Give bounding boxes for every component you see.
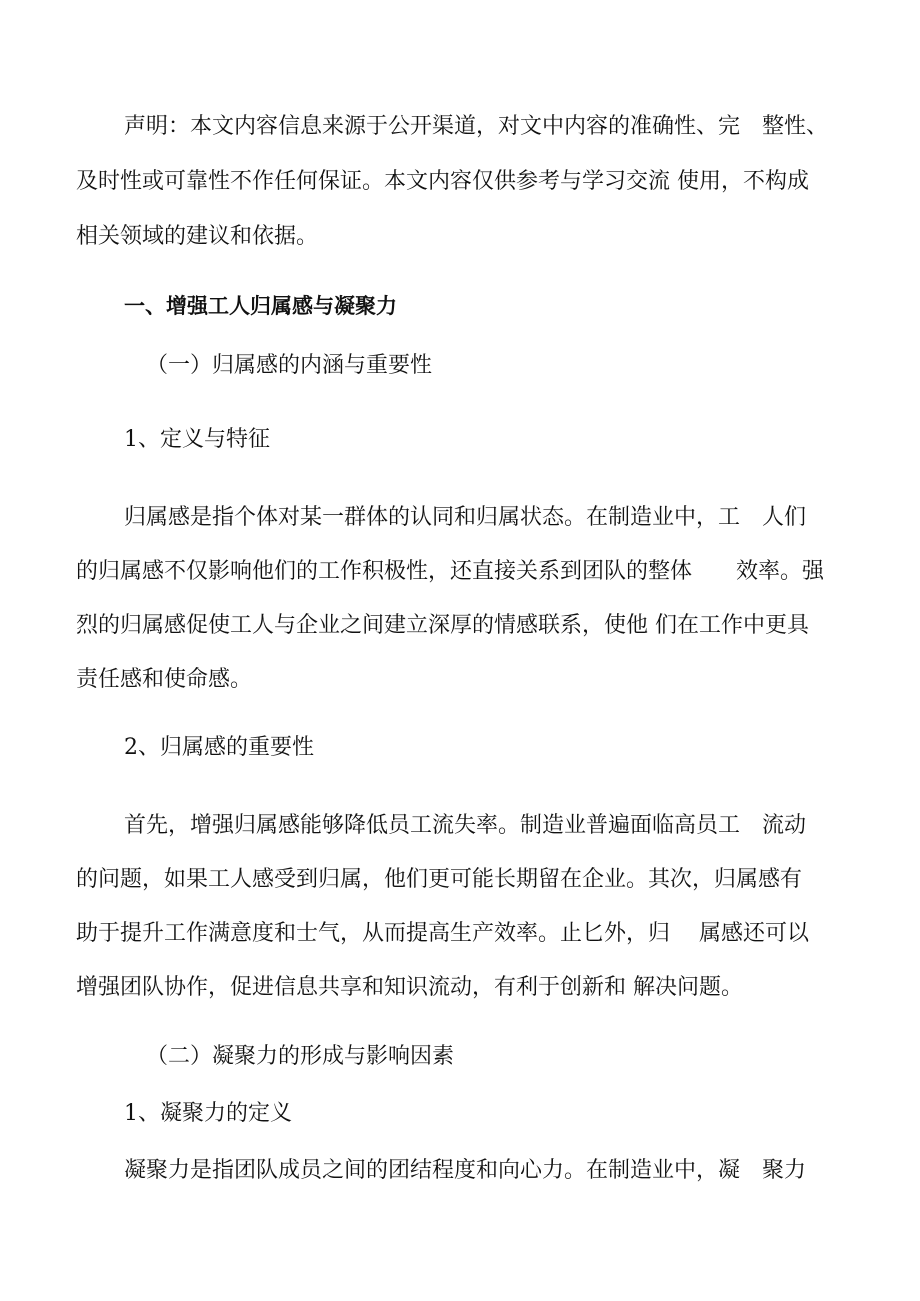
paragraph-1-line-2: 的归属感不仅影响他们的工作积极性，还直接关系到团队的整体 效率。强 xyxy=(76,559,825,584)
paragraph-2-line-4: 增强团队协作，促进信息共享和知识流动，有利于创新和 解决问题。 xyxy=(76,975,743,1000)
paragraph-2-line-1: 首先，增强归属感能够降低员工流失率。制造业普遍面临高员工 流动 xyxy=(124,813,807,838)
item-1-heading: 1、定义与特征 xyxy=(124,427,270,452)
subsection-1-heading: （一）归属感的内涵与重要性 xyxy=(146,353,433,378)
item-2-heading: 2、归属感的重要性 xyxy=(124,735,314,760)
paragraph-2-line-2: 的问题，如果工人感受到归属，他们更可能长期留在企业。其次，归属感有 xyxy=(76,867,803,892)
paragraph-2-line-3: 助于提升工作满意度和士气，从而提高生产效率。止匕外，归 属感还可以 xyxy=(76,921,809,946)
paragraph-1-line-3: 烈的归属感促使工人与企业之间建立深厚的情感联系，使他 们在工作中更具 xyxy=(76,613,809,638)
disclaimer-line-3: 相关领域的建议和依据。 xyxy=(76,224,319,249)
disclaimer-line-1: 声明：本文内容信息来源于公开渠道，对文中内容的准确性、完 整性、 xyxy=(124,114,829,139)
section-1-heading: 一、增强工人归属感与凝聚力 xyxy=(124,294,397,318)
disclaimer-line-2: 及时性或可靠性不作任何保证。本文内容仅供参考与学习交流 使用，不构成 xyxy=(76,169,809,194)
subsection-2-heading: （二）凝聚力的形成与影响因素 xyxy=(146,1044,455,1069)
item-3-heading: 1、凝聚力的定义 xyxy=(124,1101,292,1126)
paragraph-1-line-1: 归属感是指个体对某一群体的认同和归属状态。在制造业中，工 人们 xyxy=(124,505,807,530)
paragraph-3-line-1: 凝聚力是指团队成员之间的团结程度和向心力。在制造业中，凝 聚力 xyxy=(124,1158,807,1183)
paragraph-1-line-4: 责任感和使命感。 xyxy=(76,667,253,692)
